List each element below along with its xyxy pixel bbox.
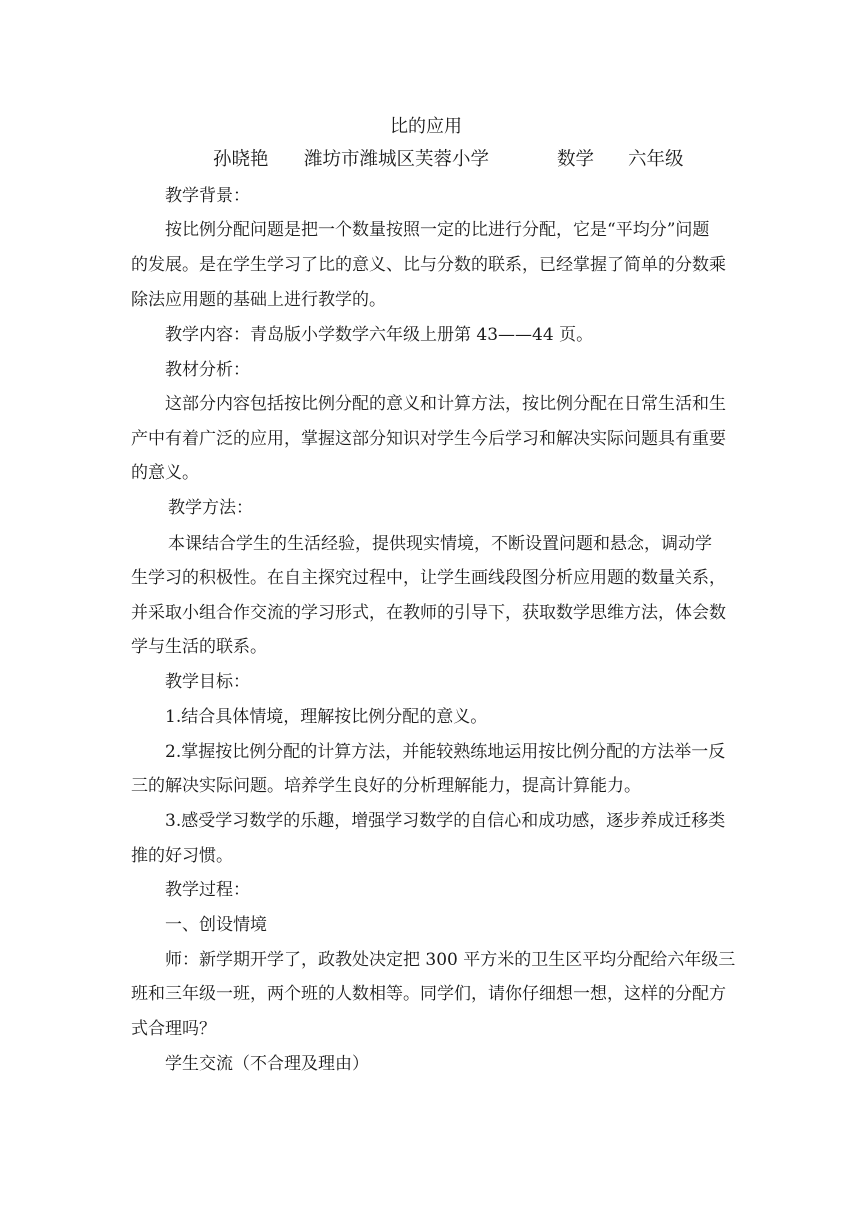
document-title: 比的应用 [390, 116, 462, 137]
paragraph-line: 产中有着广泛的应用，掌握这部分知识对学生今后学习和解决实际问题具有重要 [131, 429, 726, 449]
paragraph-line: 除法应用题的基础上进行教学的。 [131, 290, 386, 310]
paragraph-line: 并采取小组合作交流的学习形式，在教师的引导下，获取数学思维方法，体会数 [131, 603, 726, 623]
goal-item: 3.感受学习数学的乐趣，增强学习数学的自信心和成功感，逐步养成迁移类 [165, 811, 726, 831]
paragraph-line: 生学习的积极性。在自主探究过程中，让学生画线段图分析应用题的数量关系， [131, 568, 726, 588]
goal-item: 1.结合具体情境，理解按比例分配的意义。 [165, 707, 488, 727]
teaching-content-line: 教学内容：青岛版小学数学六年级上册第 43——44 页。 [165, 325, 594, 345]
school-name: 潍坊市潍城区芙蓉小学 [304, 149, 490, 170]
author-name: 孙晓艳 [213, 149, 269, 170]
paragraph-line: 三的解决实际问题。培养学生良好的分析理解能力，提高计算能力。 [131, 776, 641, 796]
goal-item: 2.掌握按比例分配的计算方法，并能较熟练地运用按比例分配的方法举一反 [165, 742, 726, 762]
subject-name: 数学 [557, 149, 595, 170]
paragraph-line: 的发展。是在学生学习了比的意义、比与分数的联系，已经掌握了简单的分数乘 [131, 255, 726, 275]
paragraph-line: 这部分内容包括按比例分配的意义和计算方法，按比例分配在日常生活和生 [165, 394, 726, 414]
paragraph-line: 按比例分配问题是把一个数量按照一定的比进行分配，它是“平均分”问题 [165, 220, 710, 240]
paragraph-line: 式合理吗？ [131, 1019, 216, 1039]
section-heading-analysis: 教材分析： [165, 360, 250, 380]
paragraph-line: 推的好习惯。 [131, 846, 233, 866]
section-heading-process: 教学过程： [165, 880, 250, 900]
section-heading-method: 教学方法： [168, 498, 253, 518]
paragraph-line: 本课结合学生的生活经验，提供现实情境，不断设置问题和悬念，调动学 [168, 534, 712, 554]
section-heading-background: 教学背景： [165, 186, 250, 206]
grade-name: 六年级 [628, 149, 684, 170]
subsection-heading: 一、创设情境 [165, 915, 267, 935]
byline [0, 148, 860, 174]
paragraph-line: 班和三年级一班，两个班的人数相等。同学们，请你仔细想一想，这样的分配方 [131, 984, 726, 1004]
paragraph-line: 学与生活的联系。 [131, 637, 267, 657]
paragraph-line: 师：新学期开学了，政教处决定把 300 平方米的卫生区平均分配给六年级三 [165, 950, 736, 970]
paragraph-line: 学生交流（不合理及理由） [165, 1054, 369, 1074]
paragraph-line: 的意义。 [131, 463, 199, 483]
section-heading-goals: 教学目标： [165, 672, 250, 692]
